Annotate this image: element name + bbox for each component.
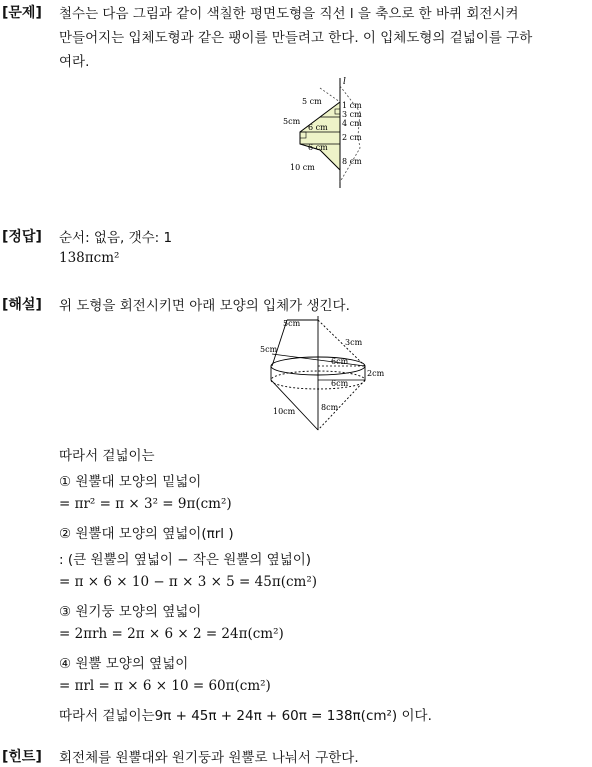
explanation-line-2: = πr² = π × 3² = 9π(cm²) [59,496,232,512]
dashed-top [320,88,340,102]
fig2-label-1: 5cm [260,345,278,354]
fig1-label-4: 4 cm [342,119,362,128]
explanation-line-8: ④ 원뿔 모양의 옆넓이 [59,656,189,672]
fig1-label-6: 2 cm [342,133,362,142]
explanation-intro: 위 도형을 회전시키면 아래 모양의 입체가 생긴다. [59,298,350,314]
fig1-label-3: 5cm [283,117,301,126]
explanation-line-4: : (큰 원뿔의 옆넓이 − 작은 원뿔의 옆넓이) [59,552,312,568]
fig1-label-8: 8 cm [342,157,362,166]
hint-text: 회전체를 원뿔대와 원기둥과 원뿔로 나눠서 구한다. [59,750,359,766]
fig1-label-7: 6 cm [308,143,328,152]
fig2-label-4: 2cm [367,369,385,378]
explanation-line-7: = 2πrh = 2π × 6 × 2 = 24π(cm²) [59,626,284,642]
problem-figure [280,72,370,190]
fig2-label-0: 5cm [283,319,301,328]
explanation-line-3: ② 원뿔대 모양의 옆넓이(πrl ) [59,526,234,542]
fig1-label-2: 3 cm [342,110,362,119]
explanation-line-10: 따라서 겉넓이는9π + 45π + 24π + 60π = 138π(cm²) 이다. [59,708,432,724]
explanation-line-0: 따라서 겉넓이는 [59,448,155,464]
fig1-label-1: 1 cm [342,101,362,110]
answer-tag: [정답] [2,229,42,245]
fig2-label-6: 8cm [321,403,339,412]
fig1-label-0: 5 cm [302,97,322,106]
fig2-label-2: 3cm [345,338,363,347]
explanation-line-1: ① 원뿔대 모양의 밑넓이 [59,474,202,490]
answer-value: 138πcm² [59,250,120,266]
solid-figure [255,314,400,434]
problem-line-2: 만들어지는 입체도형과 같은 팽이를 만들려고 한다. 이 입체도형의 겉넓이를 구하 [59,30,533,46]
explanation-line-5: = π × 6 × 10 − π × 3 × 5 = 45π(cm²) [59,574,318,590]
explanation-line-6: ③ 원기둥 모양의 옆넓이 [59,604,202,620]
problem-line-3: 여라. [59,54,90,70]
fig2-label-3: 6cm [331,357,349,366]
fig1-label-9: 10 cm [290,163,315,172]
problem-line-1: 철수는 다음 그림과 같이 색칠한 평면도형을 직선 l 을 축으로 한 바퀴 회전시켜 [59,6,519,22]
fig2-label-7: 10cm [273,407,296,416]
hint-tag: [힌트] [2,749,42,765]
answer-meta: 순서: 없음, 갯수: 1 [59,230,173,246]
fig2-label-5: 6cm [331,379,349,388]
fig1-label-5: 6 cm [308,123,328,132]
explanation-tag: [해설] [2,297,42,313]
explanation-line-9: = πrl = π × 6 × 10 = 60π(cm²) [59,678,271,694]
axis-label: l [343,77,346,87]
problem-tag: [문제] [2,5,42,21]
